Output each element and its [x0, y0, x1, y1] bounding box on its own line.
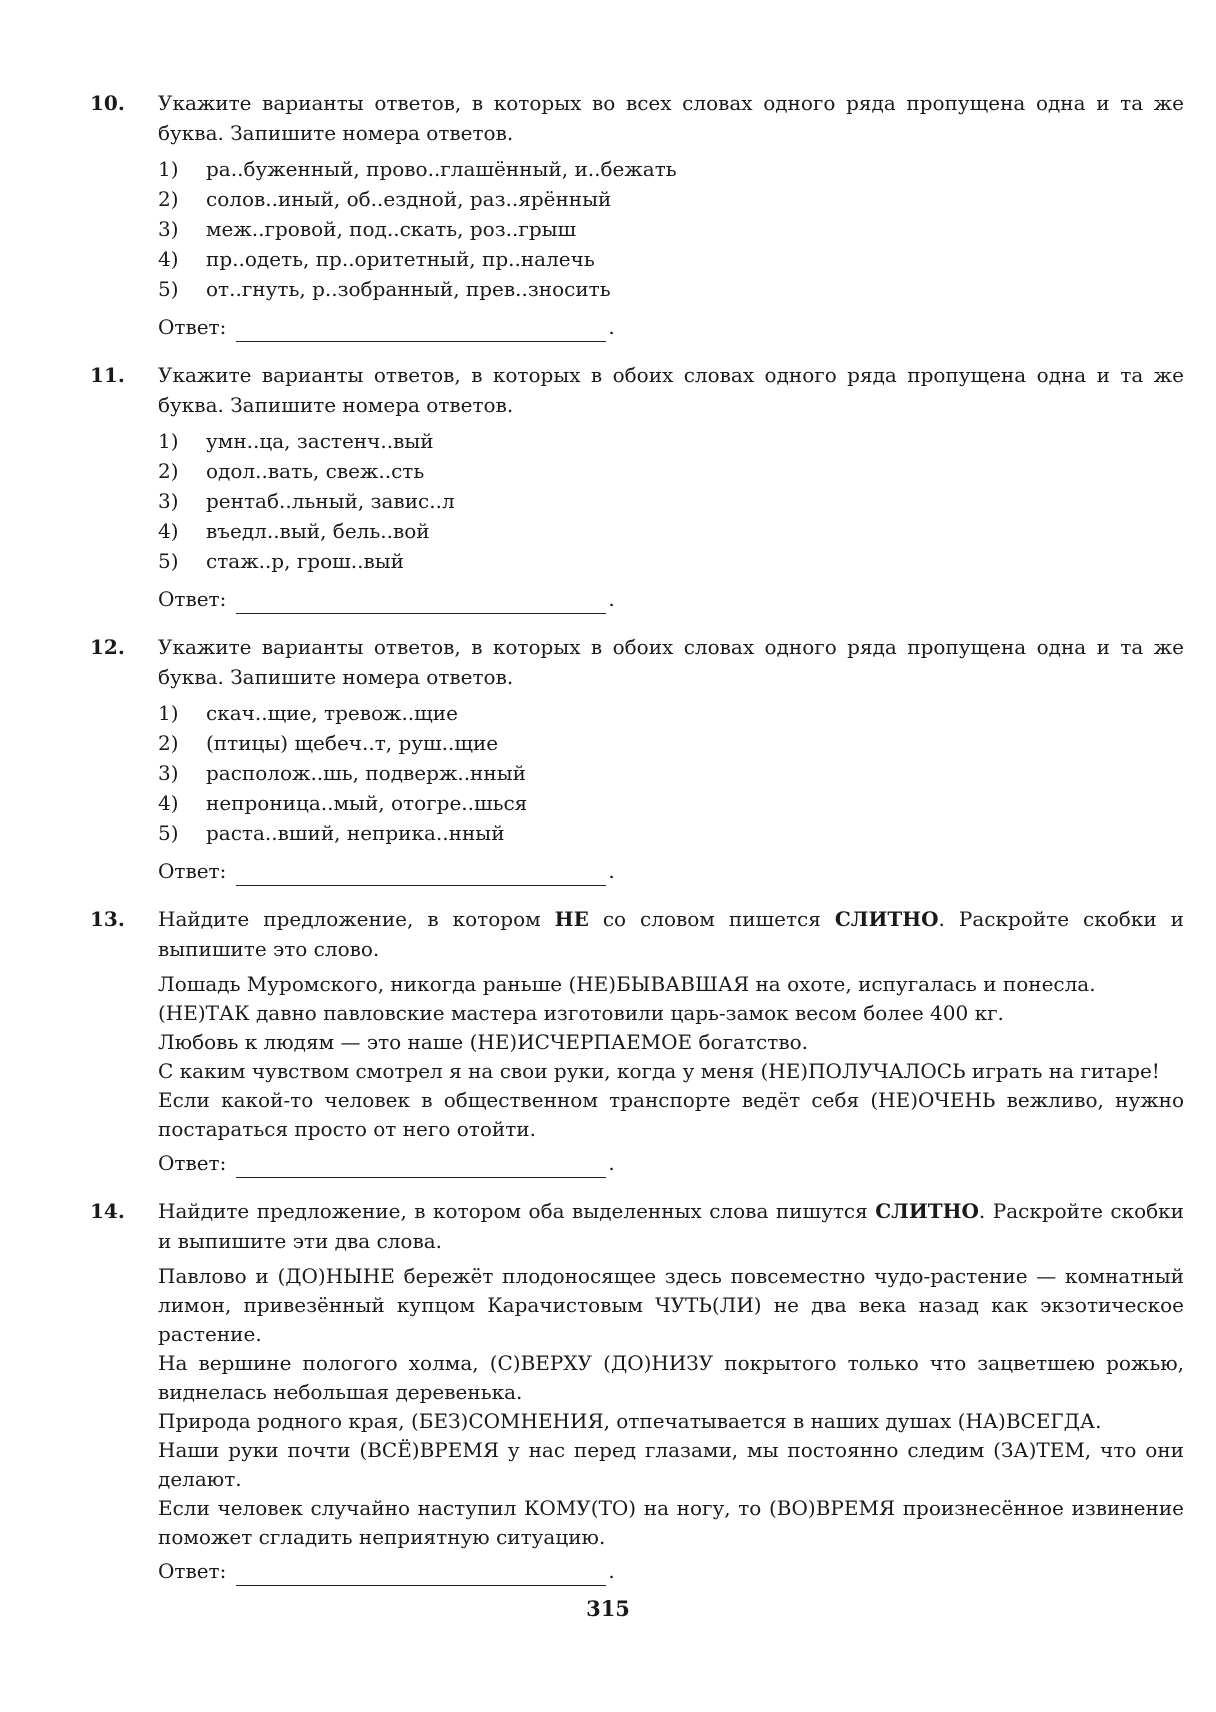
task-10: [90, 88, 1184, 342]
option-item: [158, 214, 1184, 244]
prompt-text: Найдите предложение, в котором оба выделенных слова пишутся: [158, 1199, 876, 1223]
answer-label: Ответ:: [158, 859, 227, 883]
option-text: скач..щие, тревож..щие: [206, 701, 458, 725]
task-prompt: Укажите варианты ответов, в которых в обоих словах одного ряда пропущена одна и та же буква. Запишите номера ответов.: [158, 635, 1184, 689]
task-prompt: [158, 1196, 1184, 1256]
answer-field[interactable]: [236, 1157, 606, 1178]
task-body: [158, 360, 1184, 614]
option-text: пр..одеть, пр..оритетный, пр..налечь: [206, 247, 595, 271]
option-text: ра..буженный, прово..глашённый, и..бежать: [206, 157, 677, 181]
option-text: от..гнуть, р..зобранный, прев..зносить: [206, 277, 611, 301]
task-number: 14.: [90, 1199, 125, 1223]
option-text: рентаб..льный, завис..л: [206, 489, 455, 513]
option-text: умн..ца, застенч..вый: [206, 429, 434, 453]
option-text: въедл..вый, бель..вой: [206, 519, 430, 543]
option-item: [158, 728, 1184, 758]
answer-field[interactable]: [236, 321, 606, 342]
answer-end: .: [608, 1559, 615, 1583]
prompt-keyword: СЛИТНО: [834, 907, 939, 931]
prompt-text: со словом пишется: [588, 907, 835, 931]
answer-row: [158, 312, 1184, 342]
answer-label: Ответ:: [158, 315, 227, 339]
option-number: 4): [158, 247, 179, 271]
option-item: [158, 758, 1184, 788]
option-number: 3): [158, 761, 179, 785]
answer-row: [158, 1148, 1184, 1178]
prompt-text: Найдите предложение, в котором: [158, 907, 555, 931]
task-number: 10.: [90, 91, 125, 115]
answer-end: .: [608, 859, 615, 883]
options-list: [158, 698, 1184, 848]
sentence: С каким чувством смотрел я на свои руки, когда у меня (НЕ)ПОЛУЧАЛОСЬ играть на гитаре!: [158, 1059, 1160, 1083]
task-14: [90, 1196, 1184, 1586]
task-prompt: [158, 904, 1184, 964]
task-12: [90, 632, 1184, 886]
prompt-text: . Раскройте скобки и выпишите эти два слова.: [158, 1199, 1184, 1253]
option-number: 4): [158, 519, 179, 543]
sentence: Павлово и (ДО)НЫНЕ бережёт плодоносящее здесь повсеместно чудо-растение — комнатный лимон, привезённый купцом Карачистовым ЧУТЬ(ЛИ) не два века назад как экзотическое растение.: [158, 1264, 1184, 1346]
option-item: [158, 426, 1184, 456]
option-number: 4): [158, 791, 179, 815]
task-prompt: Укажите варианты ответов, в которых в обоих словах одного ряда пропущена одна и та же буква. Запишите номера ответов.: [158, 363, 1184, 417]
option-number: 1): [158, 701, 179, 725]
option-text: раста..вший, неприка..нный: [206, 821, 505, 845]
option-number: 5): [158, 821, 179, 845]
sentence: На вершине пологого холма, (С)ВЕРХУ (ДО)НИЗУ покрытого только что зацветшею рожью, виднелась небольшая деревенька.: [158, 1351, 1184, 1404]
task-number: 11.: [90, 363, 125, 387]
option-text: солов..иный, об..ездной, раз..ярённый: [206, 187, 612, 211]
prompt-keyword: НЕ: [554, 907, 589, 931]
option-item: [158, 244, 1184, 274]
answer-label: Ответ:: [158, 1151, 227, 1175]
task-body: [158, 904, 1184, 1178]
option-number: 2): [158, 187, 179, 211]
page-number: 315: [586, 1596, 630, 1621]
answer-label: Ответ:: [158, 1559, 227, 1583]
answer-field[interactable]: [236, 593, 606, 614]
answer-row: [158, 1556, 1184, 1586]
sentence: Природа родного края, (БЕЗ)СОМНЕНИЯ, отпечатывается в наших душах (НА)ВСЕГДА.: [158, 1409, 1102, 1433]
answer-label: Ответ:: [158, 587, 227, 611]
task-body: [158, 632, 1184, 886]
answer-field[interactable]: [236, 865, 606, 886]
option-number: 5): [158, 277, 179, 301]
option-text: непроница..мый, отогре..шься: [206, 791, 528, 815]
task-11: [90, 360, 1184, 614]
answer-end: .: [608, 1151, 615, 1175]
prompt-keyword: СЛИТНО: [875, 1199, 979, 1223]
option-number: 5): [158, 549, 179, 573]
sentence: Если человек случайно наступил КОМУ(ТО) на ногу, то (ВО)ВРЕМЯ произнесённое извинение поможет сгладить неприятную ситуацию.: [158, 1496, 1184, 1549]
option-item: [158, 698, 1184, 728]
option-number: 1): [158, 429, 179, 453]
option-item: [158, 516, 1184, 546]
task-number: 13.: [90, 907, 125, 931]
answer-field[interactable]: [236, 1565, 606, 1586]
option-number: 2): [158, 731, 179, 755]
answer-end: .: [608, 315, 615, 339]
option-item: [158, 818, 1184, 848]
option-item: [158, 546, 1184, 576]
sentence: Лошадь Муромского, никогда раньше (НЕ)БЫВАВШАЯ на охоте, испугалась и понесла.: [158, 972, 1096, 996]
option-item: [158, 486, 1184, 516]
option-number: 2): [158, 459, 179, 483]
task-prompt: Укажите варианты ответов, в которых во всех словах одного ряда пропущена одна и та же буква. Запишите номера ответов.: [158, 91, 1184, 145]
sentence: Если какой-то человек в общественном транспорте ведёт себя (НЕ)ОЧЕНЬ вежливо, нужно постараться просто от него отойти.: [158, 1088, 1184, 1141]
option-item: [158, 456, 1184, 486]
sentence: (НЕ)ТАК давно павловские мастера изготовили царь-замок весом более 400 кг.: [158, 1001, 1004, 1025]
option-text: располож..шь, подверж..нный: [206, 761, 526, 785]
task-body: [158, 1196, 1184, 1586]
option-number: 3): [158, 489, 179, 513]
task-body: [158, 88, 1184, 342]
option-number: 1): [158, 157, 179, 181]
answer-end: .: [608, 587, 615, 611]
option-number: 3): [158, 217, 179, 241]
options-list: [158, 154, 1184, 304]
option-text: одол..вать, свеж..сть: [206, 459, 425, 483]
answer-row: [158, 584, 1184, 614]
option-text: меж..гровой, под..скать, роз..грыш: [206, 217, 577, 241]
option-item: [158, 184, 1184, 214]
option-item: [158, 154, 1184, 184]
sentence: Наши руки почти (ВСЁ)ВРЕМЯ у нас перед глазами, мы постоянно следим (ЗА)ТЕМ, что они делают.: [158, 1438, 1184, 1491]
options-list: [158, 426, 1184, 576]
prompt-text: . Раскройте скобки и выпишите это слово.: [158, 907, 1185, 961]
sentence: Любовь к людям — это наше (НЕ)ИСЧЕРПАЕМОЕ богатство.: [158, 1030, 808, 1054]
task-number: 12.: [90, 635, 125, 659]
option-item: [158, 788, 1184, 818]
option-item: [158, 274, 1184, 304]
task-13: [90, 904, 1184, 1178]
option-text: (птицы) щебеч..т, руш..щие: [206, 731, 499, 755]
answer-row: [158, 856, 1184, 886]
option-text: стаж..р, грош..вый: [206, 549, 404, 573]
